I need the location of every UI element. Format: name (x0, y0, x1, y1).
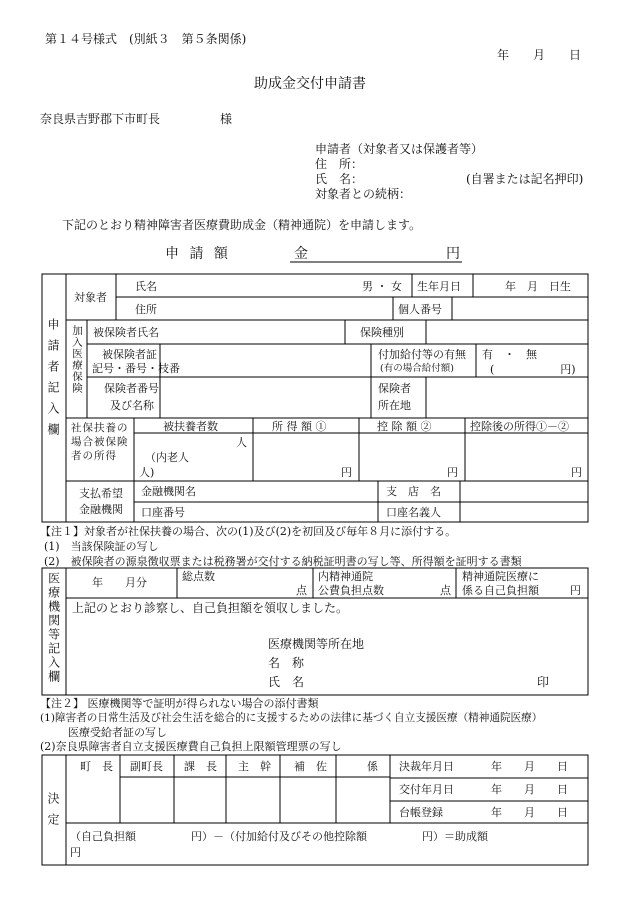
note2-item1: (1)障害者の日常生活及び社会生活を総合的に支援するための法律に基づく自立支援医療（精神通院医療） (40, 712, 543, 724)
role-manager: 主 幹 (238, 760, 271, 773)
copay-yen: 円 (570, 584, 581, 597)
decide-date-format: 年 月 日 (491, 760, 568, 773)
deduction-label: 控 除 額 ② (377, 420, 432, 433)
person-unit: 人 (236, 436, 247, 449)
card-label-1: 被保険者証 (102, 348, 157, 361)
extra-benefit-note: (有の場合給付額) (380, 363, 454, 374)
facility-person-label: 氏 名 (268, 675, 305, 689)
benefit-amount: ( 円) (490, 363, 576, 376)
ledger-label: 台帳登録 (399, 806, 443, 819)
insurer-location-label: 所在地 (378, 399, 411, 412)
target-label: 対象者 (74, 291, 107, 304)
insured-name-label: 被保険者氏名 (93, 326, 159, 339)
addressee: 奈良県吉野郡下市町長 様 (40, 112, 233, 126)
dependent-side-label: 社保扶養の場合被保険者の所得 (71, 422, 129, 462)
section1-side-label: 申請者記入欄 (46, 318, 60, 444)
receipt-statement: 上記のとおり診察し、自己負担額を領収しました。 (72, 601, 349, 615)
section3-side-label: 決定 (46, 792, 60, 834)
bank-name-label: 金融機関名 (141, 485, 196, 498)
seal-mark: 印 (537, 675, 550, 689)
elderly-unit: 人) (139, 466, 155, 479)
form-number: 第１４号様式 (別紙３ 第５条関係) (45, 32, 247, 46)
branch-label: 支 店 名 (386, 485, 441, 498)
note1-item1: (1) 当該保険証の写し (44, 540, 159, 553)
applicant-label: 申請者（対象者又は保護者等） (315, 142, 484, 156)
target-name-label: 氏名 (135, 280, 157, 293)
page-title: 助成金交付申請書 (254, 76, 366, 92)
yes-no-choice: 有 ・ 無 (482, 348, 537, 361)
total-points-unit: 点 (296, 584, 307, 597)
note2-item1b: 医療受給者証の写し (68, 726, 167, 739)
insurance-type-label: 保険種別 (360, 326, 404, 339)
amount-label: 申 請 額 (165, 246, 231, 262)
intro-text: 下記のとおり精神障害者医療費助成金（精神通院）を申請します。 (62, 218, 422, 232)
insurance-side-label: 加入医療保険 (71, 325, 84, 394)
date-line: 年 月 日 (497, 48, 582, 62)
public-points-label-1: 内精神通院 (318, 570, 373, 583)
total-points-label: 総点数 (182, 570, 215, 583)
insurer-label: 保険者 (378, 382, 411, 395)
income-label: 所 得 額 ① (272, 420, 327, 433)
extra-benefit-label: 付加給付等の有無 (378, 348, 466, 361)
account-holder-label: 口座名義人 (386, 506, 441, 519)
birth-label: 生年月日 (417, 280, 461, 293)
role-staff: 係 (367, 760, 378, 773)
applicant-address-label: 住 所： (315, 157, 364, 171)
public-points-label-2: 公費負担点数 (318, 584, 384, 597)
copay-label-1: 精神通院医療に (462, 570, 539, 583)
note2-item2: (2)奈良県障害者自立支援医療費自己負担上限額管理票の写し (40, 740, 342, 753)
deduction-yen: 円 (447, 466, 458, 479)
target-address-label: 住所 (135, 303, 157, 316)
amount-prefix: 金 (294, 246, 308, 262)
amount-unit: 円 (446, 246, 460, 262)
note2-title: 【注２】 医療機関等で証明が得られない場合の添付書類 (40, 697, 319, 710)
ledger-date-format: 年 月 日 (491, 806, 568, 819)
account-number-label: 口座番号 (141, 506, 185, 519)
role-section-chief: 課 長 (184, 760, 217, 773)
income-yen: 円 (341, 466, 352, 479)
copay-label-2: 係る自己負担額 (462, 584, 539, 597)
applicant-name-label: 氏 名： (315, 172, 364, 186)
after-deduction-label: 控除後の所得①－② (470, 420, 569, 433)
year-month-label: 年 月分 (92, 576, 147, 589)
role-assistant: 補 佐 (294, 760, 327, 773)
facility-address-label: 医療機関等所在地 (268, 637, 365, 651)
personal-number-label: 個人番号 (398, 303, 442, 316)
payment-label-1: 支払希望 (79, 487, 123, 500)
decide-date-label: 決裁年月日 (399, 760, 454, 773)
card-label-2: 記号・番号・枝番 (92, 362, 180, 375)
role-mayor: 町 長 (80, 760, 113, 773)
after-yen: 円 (571, 466, 582, 479)
relation-label: 対象者との続柄： (315, 187, 412, 201)
dependents-label: 被扶養者数 (163, 420, 218, 433)
issue-date-format: 年 月 日 (491, 783, 568, 796)
role-deputy-mayor: 副町長 (130, 760, 163, 773)
birth-format: 年 月 日生 (505, 280, 571, 293)
formula-text: （自己負担額 円）－（付加給付及びその他控除額 円）＝助成額 (70, 830, 488, 843)
insurer-name-label: 及び名称 (110, 399, 154, 412)
note1-item2: (2) 被保険者の源泉徴収票または税務署が交付する納税証明書の写し等、所得額を証明する書類 (44, 555, 522, 568)
facility-name-label: 名 称 (268, 656, 305, 670)
public-points-unit: 点 (440, 584, 451, 597)
issue-date-label: 交付年月日 (399, 783, 454, 796)
note1-title: 【注１】対象者が社保扶養の場合、次の(1)及び(2)を初回及び毎年８月に添付する。 (40, 525, 457, 538)
seal-note: (自署または記名押印) (466, 172, 584, 186)
formula-end: 円 (70, 846, 81, 859)
section2-side-label: 医療機関等記入欄 (46, 572, 61, 684)
payment-label-2: 金融機関 (79, 503, 123, 516)
insurer-number-label: 保険者番号 (104, 382, 159, 395)
sex-choice: 男 ・ 女 (362, 280, 402, 293)
elderly-label: （内老人 (145, 451, 189, 464)
